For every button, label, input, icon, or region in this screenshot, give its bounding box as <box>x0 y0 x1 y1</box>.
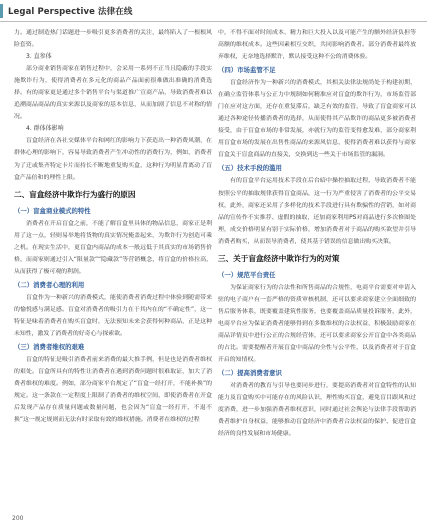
paragraph: 中，不得不面对时间成本、精力和巨大投入以及可能产生的额外经济负担等高额的维权成本。这些因素相互交织，共同影响消费者。部分消费者最终放弃维权，无奈地选择默许，默认接受这种不公的消费体验。 <box>218 30 416 61</box>
subsection-heading: （一）规范平台责任 <box>218 270 276 279</box>
paragraph: 盲盒作为一种新兴的消费模式，能使消费者消费过程中体验到随需带来的愉悦感与满足感。盲盒对消费者的吸引力在于其内在的“不确定性”，这一特征是味着消费者在购买盲盒时，无法预知未来会获得何种商品，正是这种未知性，激发了消费者的好奇心与探索欲。 <box>14 294 212 337</box>
header-title: Legal Perspective 法律在线 <box>8 7 133 17</box>
paragraph: 力。通过制造热门话题进一步吸引更多消费者的关注，最终陷入了一根根风险套资。 <box>14 30 212 49</box>
subsection-heading: （五）技术手段的滥用 <box>218 164 282 173</box>
header-divider <box>0 21 427 22</box>
subsection-heading: （二）提高消费者意识 <box>218 369 282 378</box>
right-column <box>218 27 416 517</box>
paragraph: 为保证商家行为的合法性和所售商品的合规性，电商平台需要对申请入驻的电子商户有一套严格的资质审核机制，还可以要求商家建立全面细致的售后服务体系，既要覆盖建筑性服务，也要覆盖商品质量投诉服务，此外，电商平台应为保证消费者能够得到在多数维权的合法权益，积极鼓励商家在商品详情页中进行公正的合规经营体，还可以要求商家公开盲盒中各类商品的占比。需要提醒者开展盲盒中商品的全性与公平性，以及消费者对于盲盒开启的知情权。 <box>218 284 416 364</box>
paragraph: 盲盒经济作为一种新兴的消费模式，其相关法律法规尚处于构建初期，在确立监管体系与公正力中规制如何精准应对盲盒的欺诈行为，市场监管部门在应对这方面，还存在重复滞后，缺乏有效的监管，导致了盲盒商家可以通过各种途径传播消费者的选择，从而使得其产品欺诈的商品更多被消费者接受，由于盲盒市场的非常发展，亦就行为的监管变得愈发难，部分商家利用盲盒市场的发展在出售性商品的来源风信息，使得消费者难以获得与商家盲盒关于盲盒商品的直接关，交换到达一些关于市场监管的漏洞。 <box>218 80 416 159</box>
section-heading: 三、关于盲盒经济中欺诈行为的对策 <box>218 253 340 263</box>
paragraph: 盲盒经济在各社交媒体平台和网红的影响力下获造出一种消费风潮，在群体心理的影响下，容易导致消费者产生冲动性的消费行为，例如，消费者为了迁或集齐特定卡片而持长不断地重复购买盒，这种行为明显背离动了盲盒产品倍和的理性上限。 <box>14 138 212 181</box>
paragraph: 有的盲盒平台运用技术手段在后台暗中操控抽取过程，导致消费者不能按照公平的抽取规律获得盲盒商品，这一行为严重侵害了消费者的公平交易权，此外，商家还采用了多样化的技术手段进行具有欺骗性的营销，如对商品的宣传作不实推荐、虚假的抽取，还加商家利用PS对商品进行多次修图处理，成交价格明显有别于实际价格，增加消费者对于商品的购买欲望并引导消费者购买，从而误导消费者，使其基于错误的信息做出购买决策。 <box>218 178 416 245</box>
page-number: 200 <box>12 515 24 522</box>
subsection-heading: （一）盲盒商业模式的特性 <box>14 206 91 215</box>
paragraph: 盲盒的特征是吸引消费者前来消费的最大推手例，但是也是消费者维权的艰处。盲盒所具有的特性让消费者在遇到消费问题时很难取证，加大了消费者维权的难度。例如，部分商家平台规定了“盲盒一经打开，不能补换”的规定。这一条款在一定程度上限制了消费者的维权空间，即使消费者在开盒后发现产品存在质量问题或数量问题，也会因为“盲盒一经打开，不退不换”这一规定规则而无法有时采取有效的维权措施。消费者在维权的过程 <box>14 357 212 424</box>
list-heading: 4. 群体体影响 <box>26 125 64 133</box>
paragraph: 对消费者的教育与引导也要同步进行，要提高消费者对盲盒特性的认知能力及盲盒购买中可能存在的风险认识，理性购买盲盒，避免盲目跟风和过度消费，进一步加强消费者维权意识，同时通过社会舆论与法律手段帮助消费者维护自身权益，能够推动盲盒经济中消费者合法权益的保护、促进盲盒经济的良性发展和市场健康。 <box>218 383 416 438</box>
page-header <box>0 0 427 22</box>
subsection-heading: （三）消费者维权的艰难 <box>14 343 85 352</box>
subsection-heading: （四）市场监管不足 <box>218 66 276 75</box>
left-column <box>14 27 212 517</box>
paragraph: 消费者在开启盲盒之前，不能了解盲盒里具体的物品信息，商家正是利用了这一点，轻则易举地将货物的真实情况掩盖起来，为欺诈行为创造可乘之机。在现实生活中，更盲盒内商品的成本一般远低于其真实的市场销售价格，而商家则通过引入“限量款”“隐藏款”等营销概念，将盲盒的价格拉高，从而获得了极可观的利润。 <box>14 220 212 275</box>
section-heading: 二、盲盒经济中欺诈行为盛行的原因 <box>14 189 136 199</box>
header-accent-bar <box>0 4 3 18</box>
subsection-heading: （二）消费者心理的利用 <box>14 280 85 289</box>
paragraph: 部分商业销售商家在销售过程中，会采用一系列不正当且隐蔽的手段实施欺诈行为，使得消费者在多元化的商品产品面前很难做出准确的消费选择。有的商家更是通过多个销售平台与渠道推广宣商产品，导致消费者难以追溯商品商品的真实来源以及商家的基本信息，从而加剧了信息不对称的情况。 <box>14 66 212 121</box>
list-heading: 3. 直参体 <box>26 53 52 61</box>
